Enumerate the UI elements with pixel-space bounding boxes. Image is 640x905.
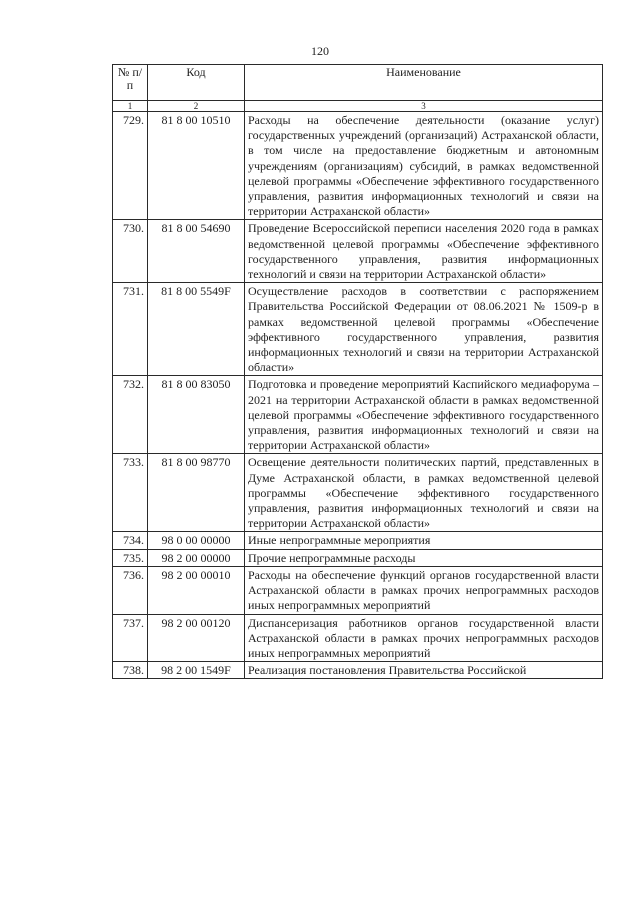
row-name: Прочие непрограммные расходы (245, 549, 603, 566)
row-name: Реализация постановления Правительства Российской (245, 662, 603, 679)
row-number: 732. (113, 376, 148, 454)
table-row (113, 662, 603, 679)
row-name: Диспансеризация работников органов государственной власти Астраханской области в рамках прочих непрограммных расходов иных непрограммных мероприятий (245, 614, 603, 662)
row-number: 738. (113, 662, 148, 679)
page-number: 120 (311, 44, 329, 58)
row-name: Проведение Всероссийской переписи населения 2020 года в рамках ведомственной целевой программы «Обеспечение эффективного государственного управления, развития информационных технологий и связи на территории Астраханской области» (245, 220, 603, 283)
table-row (113, 454, 603, 532)
column-index: 2 (148, 101, 245, 112)
table-row (113, 532, 603, 549)
table-header-row (113, 65, 603, 101)
table-row (113, 614, 603, 662)
row-code: 81 8 00 54690 (148, 220, 245, 283)
table-row (113, 376, 603, 454)
table-row (113, 220, 603, 283)
row-number: 735. (113, 549, 148, 566)
row-code: 98 2 00 00120 (148, 614, 245, 662)
table-row (113, 283, 603, 376)
row-number: 733. (113, 454, 148, 532)
row-number: 729. (113, 112, 148, 220)
row-name: Подготовка и проведение мероприятий Каспийского медиафорума – 2021 на территории Астраханской области в рамках ведомственной целевой программы «Обеспечение эффективного государственного управления, развития информационных технологий и связи на территории Астраханской области» (245, 376, 603, 454)
row-code: 98 2 00 1549F (148, 662, 245, 679)
row-code: 98 2 00 00010 (148, 566, 245, 614)
column-index: 3 (245, 101, 603, 112)
row-name: Иные непрограммные мероприятия (245, 532, 603, 549)
header-num: № п/п (113, 65, 148, 101)
column-index: 1 (113, 101, 148, 112)
row-name: Расходы на обеспечение деятельности (оказание услуг) государственных учреждений (организаций) Астраханской области, в том числе на предоставление бюджетным и автономным учреждениям (организациям) субсидий, в рамках ведомственной целевой программы «Обеспечение эффективного государственного управления, развития информационных технологий и связи на территории Астраханской области» (245, 112, 603, 220)
row-name: Осуществление расходов в соответствии с распоряжением Правительства Российской Федерации от 08.06.2021 № 1509-р в рамках ведомственной целевой программы «Обеспечение эффективного государственного управления, развития информационных технологий и связи на территории Астраханской области» (245, 283, 603, 376)
row-number: 731. (113, 283, 148, 376)
row-name: Освещение деятельности политических партий, представленных в Думе Астраханской области, в рамках ведомственной целевой программы «Обеспечение эффективного государственного управления, развития информационных технологий и связи на территории Астраханской области» (245, 454, 603, 532)
row-code: 81 8 00 98770 (148, 454, 245, 532)
row-number: 730. (113, 220, 148, 283)
row-number: 734. (113, 532, 148, 549)
table-row (113, 549, 603, 566)
row-code: 98 2 00 00000 (148, 549, 245, 566)
column-index-row (113, 101, 603, 112)
row-code: 81 8 00 83050 (148, 376, 245, 454)
table-row (113, 112, 603, 220)
header-code: Код (148, 65, 245, 101)
row-number: 736. (113, 566, 148, 614)
row-number: 737. (113, 614, 148, 662)
table-row (113, 566, 603, 614)
header-name: Наименование (245, 65, 603, 101)
row-code: 81 8 00 10510 (148, 112, 245, 220)
row-code: 81 8 00 5549F (148, 283, 245, 376)
row-name: Расходы на обеспечение функций органов государственной власти Астраханской области в рамках прочих непрограммных расходов иных непрограммных мероприятий (245, 566, 603, 614)
budget-code-table (112, 64, 603, 679)
row-code: 98 0 00 00000 (148, 532, 245, 549)
